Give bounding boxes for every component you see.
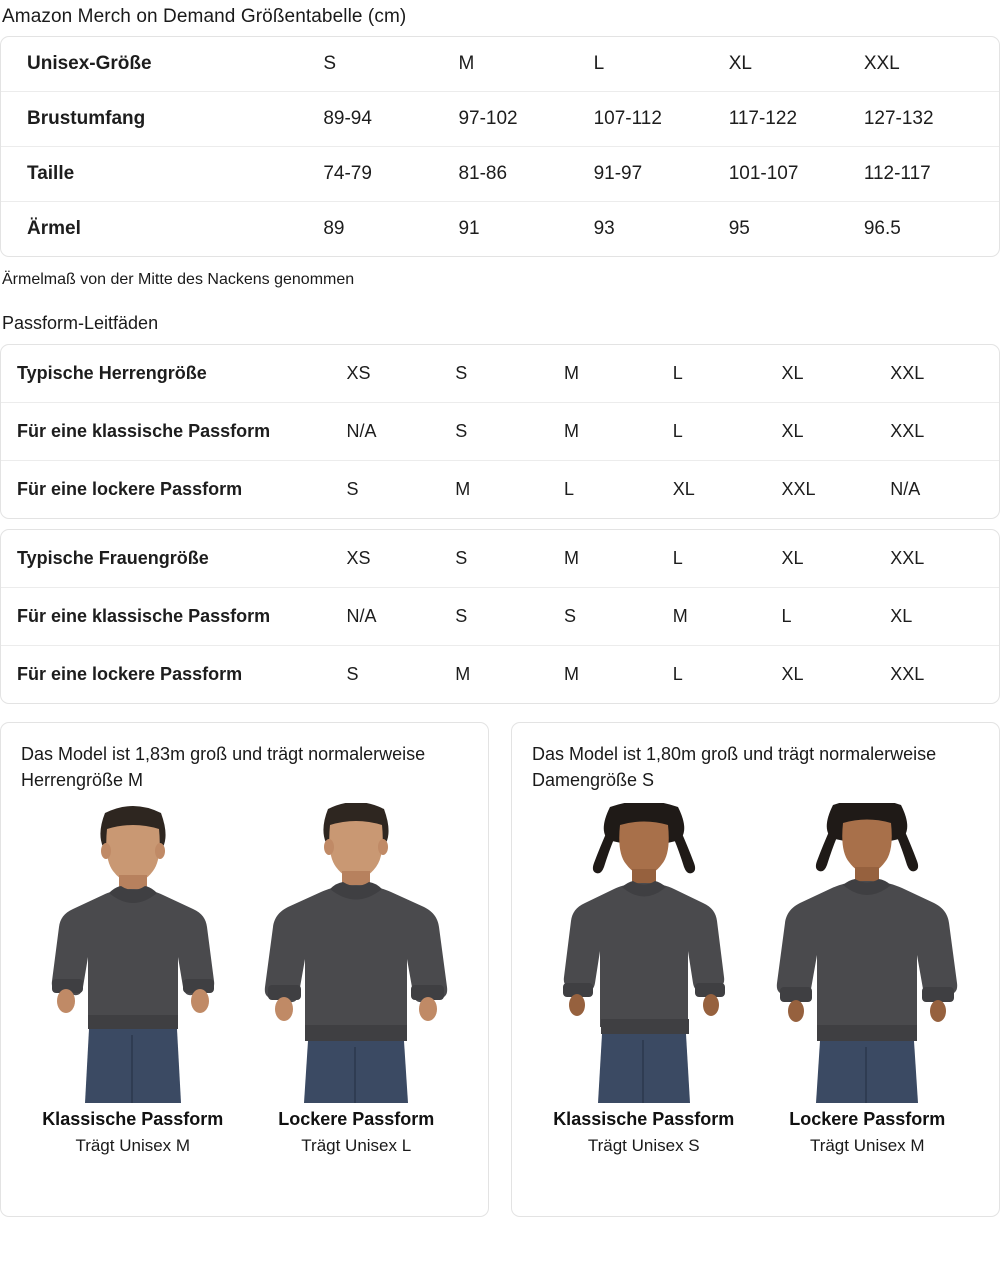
cell: S (455, 421, 468, 441)
womens-fit-card (0, 529, 1000, 704)
male-classic-figure-wrap (25, 803, 240, 1103)
female-loose-fit-label (756, 1109, 980, 1156)
female-model-card (511, 722, 1000, 1217)
cell: XXL (863, 53, 900, 74)
table-row (1, 403, 999, 461)
cell: M (564, 548, 579, 568)
cell: XS (346, 548, 371, 568)
fit-wears: Trägt Unisex L (301, 1136, 412, 1155)
female-figures (532, 803, 979, 1103)
table-row (1, 588, 999, 646)
cell: S (455, 548, 468, 568)
cell: 81-86 (458, 163, 508, 184)
cell: L (672, 363, 683, 383)
fit-wears: Trägt Unisex M (75, 1136, 191, 1155)
male-model-card (0, 722, 489, 1217)
table-row (1, 37, 999, 92)
cell: 95 (728, 218, 750, 239)
cell: XXL (890, 363, 925, 383)
cell: L (672, 548, 683, 568)
row-label: Typische Frauengröße (17, 548, 209, 568)
female-model-caption: Das Model ist 1,80m groß und trägt normalerweise Damengröße S (532, 744, 937, 790)
cell: S (455, 363, 468, 383)
cell: 127-132 (863, 108, 934, 129)
row-label: Für eine klassische Passform (17, 421, 271, 441)
cell: 101-107 (728, 163, 799, 184)
cell: S (323, 53, 336, 74)
cell: N/A (346, 421, 377, 441)
size-table (1, 37, 999, 256)
male-loose-fit-label (245, 1109, 469, 1156)
cell: S (455, 606, 468, 626)
table-row (1, 202, 999, 257)
cell: L (672, 664, 683, 684)
table-row (1, 147, 999, 202)
cell: N/A (890, 479, 921, 499)
table-row (1, 646, 999, 704)
cell: L (564, 479, 575, 499)
sleeve-measurement-note: Ärmelmaß von der Mitte des Nackens genommen (2, 271, 355, 288)
cell: M (564, 363, 579, 383)
cell: XXL (890, 664, 925, 684)
page-title: Amazon Merch on Demand Größentabelle (cm) (2, 6, 407, 27)
cell: L (593, 53, 605, 74)
cell: 91-97 (593, 163, 643, 184)
cell: XXL (890, 421, 925, 441)
cell: XL (728, 53, 752, 74)
male-loose-figure-wrap (249, 803, 464, 1103)
womens-fit-table (1, 530, 999, 703)
fit-wears: Trägt Unisex S (587, 1136, 700, 1155)
size-table-card (0, 36, 1000, 257)
row-label: Brustumfang (27, 108, 146, 129)
cell: M (564, 421, 579, 441)
table-row (1, 530, 999, 588)
cell: 107-112 (593, 108, 662, 129)
cell: S (346, 664, 359, 684)
fit-name: Lockere Passform (278, 1109, 435, 1129)
mens-fit-table (1, 345, 999, 518)
cell: XL (781, 664, 804, 684)
cell: M (458, 53, 475, 74)
cell: L (781, 606, 792, 626)
table-row (1, 345, 999, 403)
cell: S (346, 479, 359, 499)
table-row (1, 461, 999, 519)
fit-wears: Trägt Unisex M (809, 1136, 925, 1155)
cell: XS (346, 363, 371, 383)
row-label: Ärmel (27, 218, 81, 239)
cell: N/A (346, 606, 377, 626)
cell: XL (781, 421, 804, 441)
row-label: Unisex-Größe (27, 53, 152, 74)
male-loose-fit-photo (256, 803, 456, 1103)
female-classic-fit-label (532, 1109, 756, 1156)
row-label: Für eine lockere Passform (17, 664, 243, 684)
cell: M (672, 606, 688, 626)
cell: XL (672, 479, 695, 499)
cell: 117-122 (728, 108, 798, 129)
mens-fit-card (0, 344, 1000, 519)
cell: 93 (593, 218, 615, 239)
male-classic-fit-label (21, 1109, 245, 1156)
cell: XXL (781, 479, 816, 499)
fit-name: Klassische Passform (42, 1109, 224, 1129)
cell: 74-79 (323, 163, 372, 184)
fit-name: Lockere Passform (789, 1109, 946, 1129)
male-figures (21, 803, 468, 1103)
cell: XL (890, 606, 913, 626)
female-classic-fit-photo (544, 803, 744, 1103)
cell: XL (781, 548, 804, 568)
cell: 89 (323, 218, 345, 239)
cell: XXL (890, 548, 925, 568)
cell: 112-117 (863, 163, 931, 184)
cell: XL (781, 363, 804, 383)
row-label: Taille (27, 163, 75, 184)
cell: S (564, 606, 577, 626)
row-label: Typische Herrengröße (17, 363, 207, 383)
male-classic-fit-photo (33, 803, 233, 1103)
female-loose-fit-photo (767, 803, 967, 1103)
row-label: Für eine lockere Passform (17, 479, 243, 499)
female-fit-labels (532, 1109, 979, 1156)
cell: L (672, 421, 683, 441)
cell: M (455, 664, 471, 684)
cell: 91 (458, 218, 480, 239)
model-cards-row (0, 722, 1000, 1217)
cell: 96.5 (863, 218, 901, 239)
cell: 97-102 (458, 108, 518, 129)
male-model-caption: Das Model ist 1,83m groß und trägt normalerweise Herrengröße M (21, 744, 426, 790)
fit-name: Klassische Passform (553, 1109, 735, 1129)
female-classic-figure-wrap (536, 803, 751, 1103)
male-fit-labels (21, 1109, 468, 1156)
female-loose-figure-wrap (760, 803, 975, 1103)
cell: M (455, 479, 471, 499)
cell: 89-94 (323, 108, 372, 129)
cell: M (564, 664, 579, 684)
row-label: Für eine klassische Passform (17, 606, 271, 626)
table-row (1, 92, 999, 147)
fit-guides-heading: Passform-Leitfäden (2, 313, 159, 333)
